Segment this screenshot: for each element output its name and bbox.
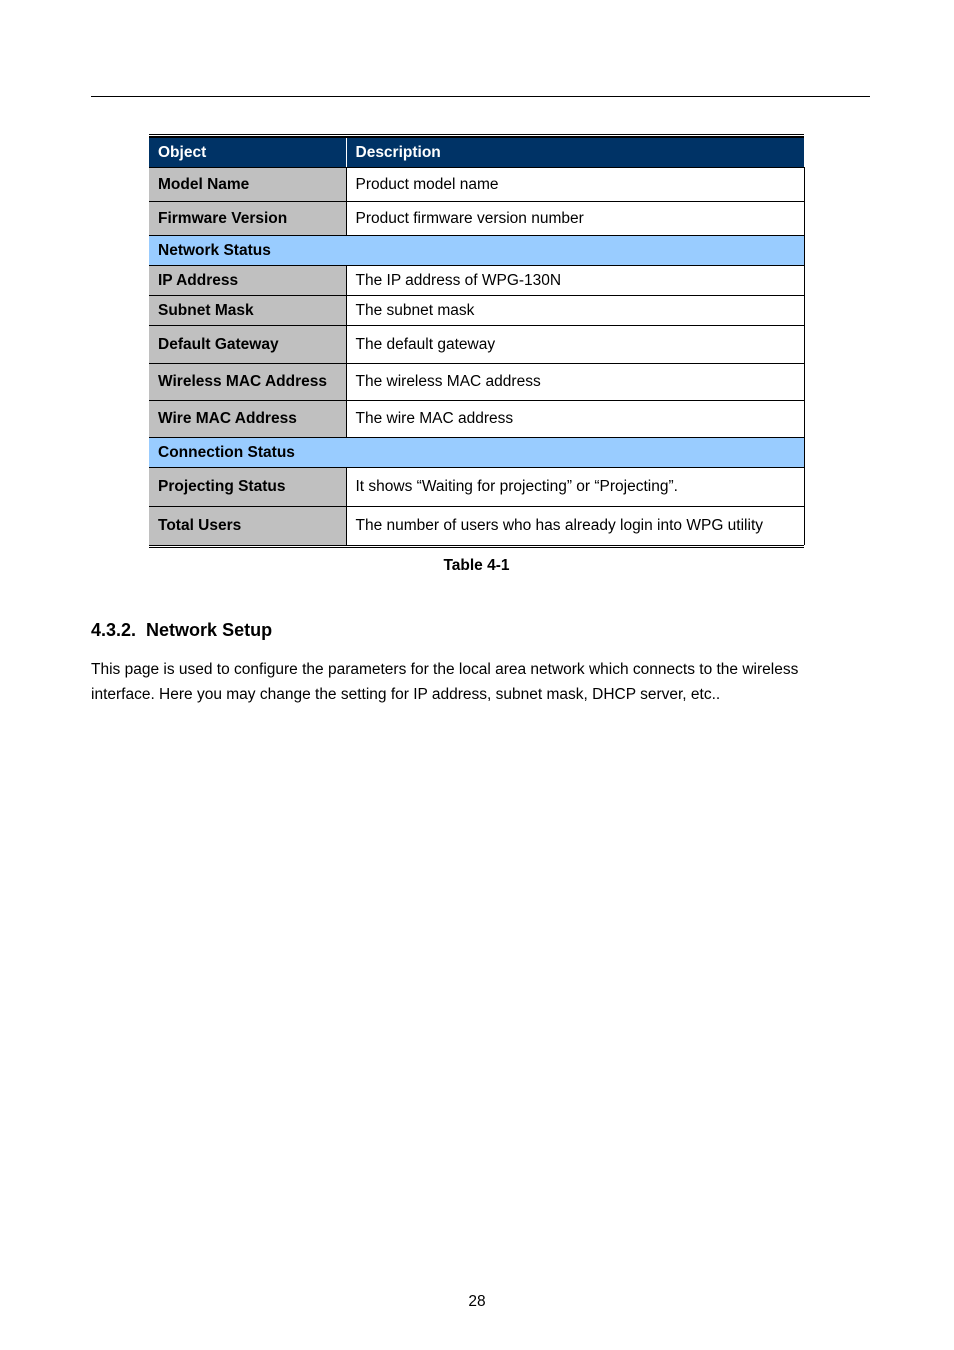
- row-description: The subnet mask: [346, 296, 804, 326]
- table-row: [149, 468, 804, 507]
- row-description: Product model name: [346, 168, 804, 202]
- table-row: [149, 296, 804, 326]
- row-description: The number of users who has already login into WPG utility: [346, 507, 804, 545]
- section-row-connection-status: [149, 438, 804, 468]
- row-description: It shows “Waiting for projecting” or “Projecting”.: [346, 468, 804, 507]
- table-row: [149, 401, 804, 438]
- table: [149, 137, 805, 545]
- section-title: Network Setup: [146, 620, 273, 640]
- row-description: Product firmware version number: [346, 202, 804, 236]
- object-description-table: [149, 134, 804, 548]
- row-description: The wireless MAC address: [346, 364, 804, 401]
- table-header-row: [149, 138, 804, 168]
- row-object: Wireless MAC Address: [149, 364, 346, 401]
- row-object: Default Gateway: [149, 326, 346, 364]
- row-object: Model Name: [149, 168, 346, 202]
- row-description: The default gateway: [346, 326, 804, 364]
- table-row: [149, 507, 804, 545]
- section-row-network-status: [149, 236, 804, 266]
- section-paragraph: This page is used to configure the parameters for the local area network which connects to the wireless interface. Here you may change the setting for IP address, subnet mask, DHCP server, etc..: [91, 661, 799, 703]
- page-number: 28: [468, 1293, 486, 1310]
- table-row: [149, 364, 804, 401]
- row-object: Total Users: [149, 507, 346, 545]
- section-label: Network Status: [149, 236, 804, 266]
- row-object: Wire MAC Address: [149, 401, 346, 438]
- row-object: IP Address: [149, 266, 346, 296]
- header-description: Description: [346, 138, 804, 168]
- table-bottom-rule: [149, 545, 804, 548]
- header-rule: [91, 96, 870, 97]
- table-caption: Table 4-1: [443, 557, 510, 574]
- section-heading: [91, 620, 272, 641]
- header-object: Object: [149, 138, 346, 168]
- table-row: [149, 202, 804, 236]
- row-object: Firmware Version: [149, 202, 346, 236]
- section-label: Connection Status: [149, 438, 804, 468]
- row-description: The IP address of WPG-130N: [346, 266, 804, 296]
- row-object: Projecting Status: [149, 468, 346, 507]
- section-number: 4.3.2.: [91, 620, 137, 640]
- row-object: Subnet Mask: [149, 296, 346, 326]
- row-description: The wire MAC address: [346, 401, 804, 438]
- table-row: [149, 266, 804, 296]
- table-row: [149, 168, 804, 202]
- table-row: [149, 326, 804, 364]
